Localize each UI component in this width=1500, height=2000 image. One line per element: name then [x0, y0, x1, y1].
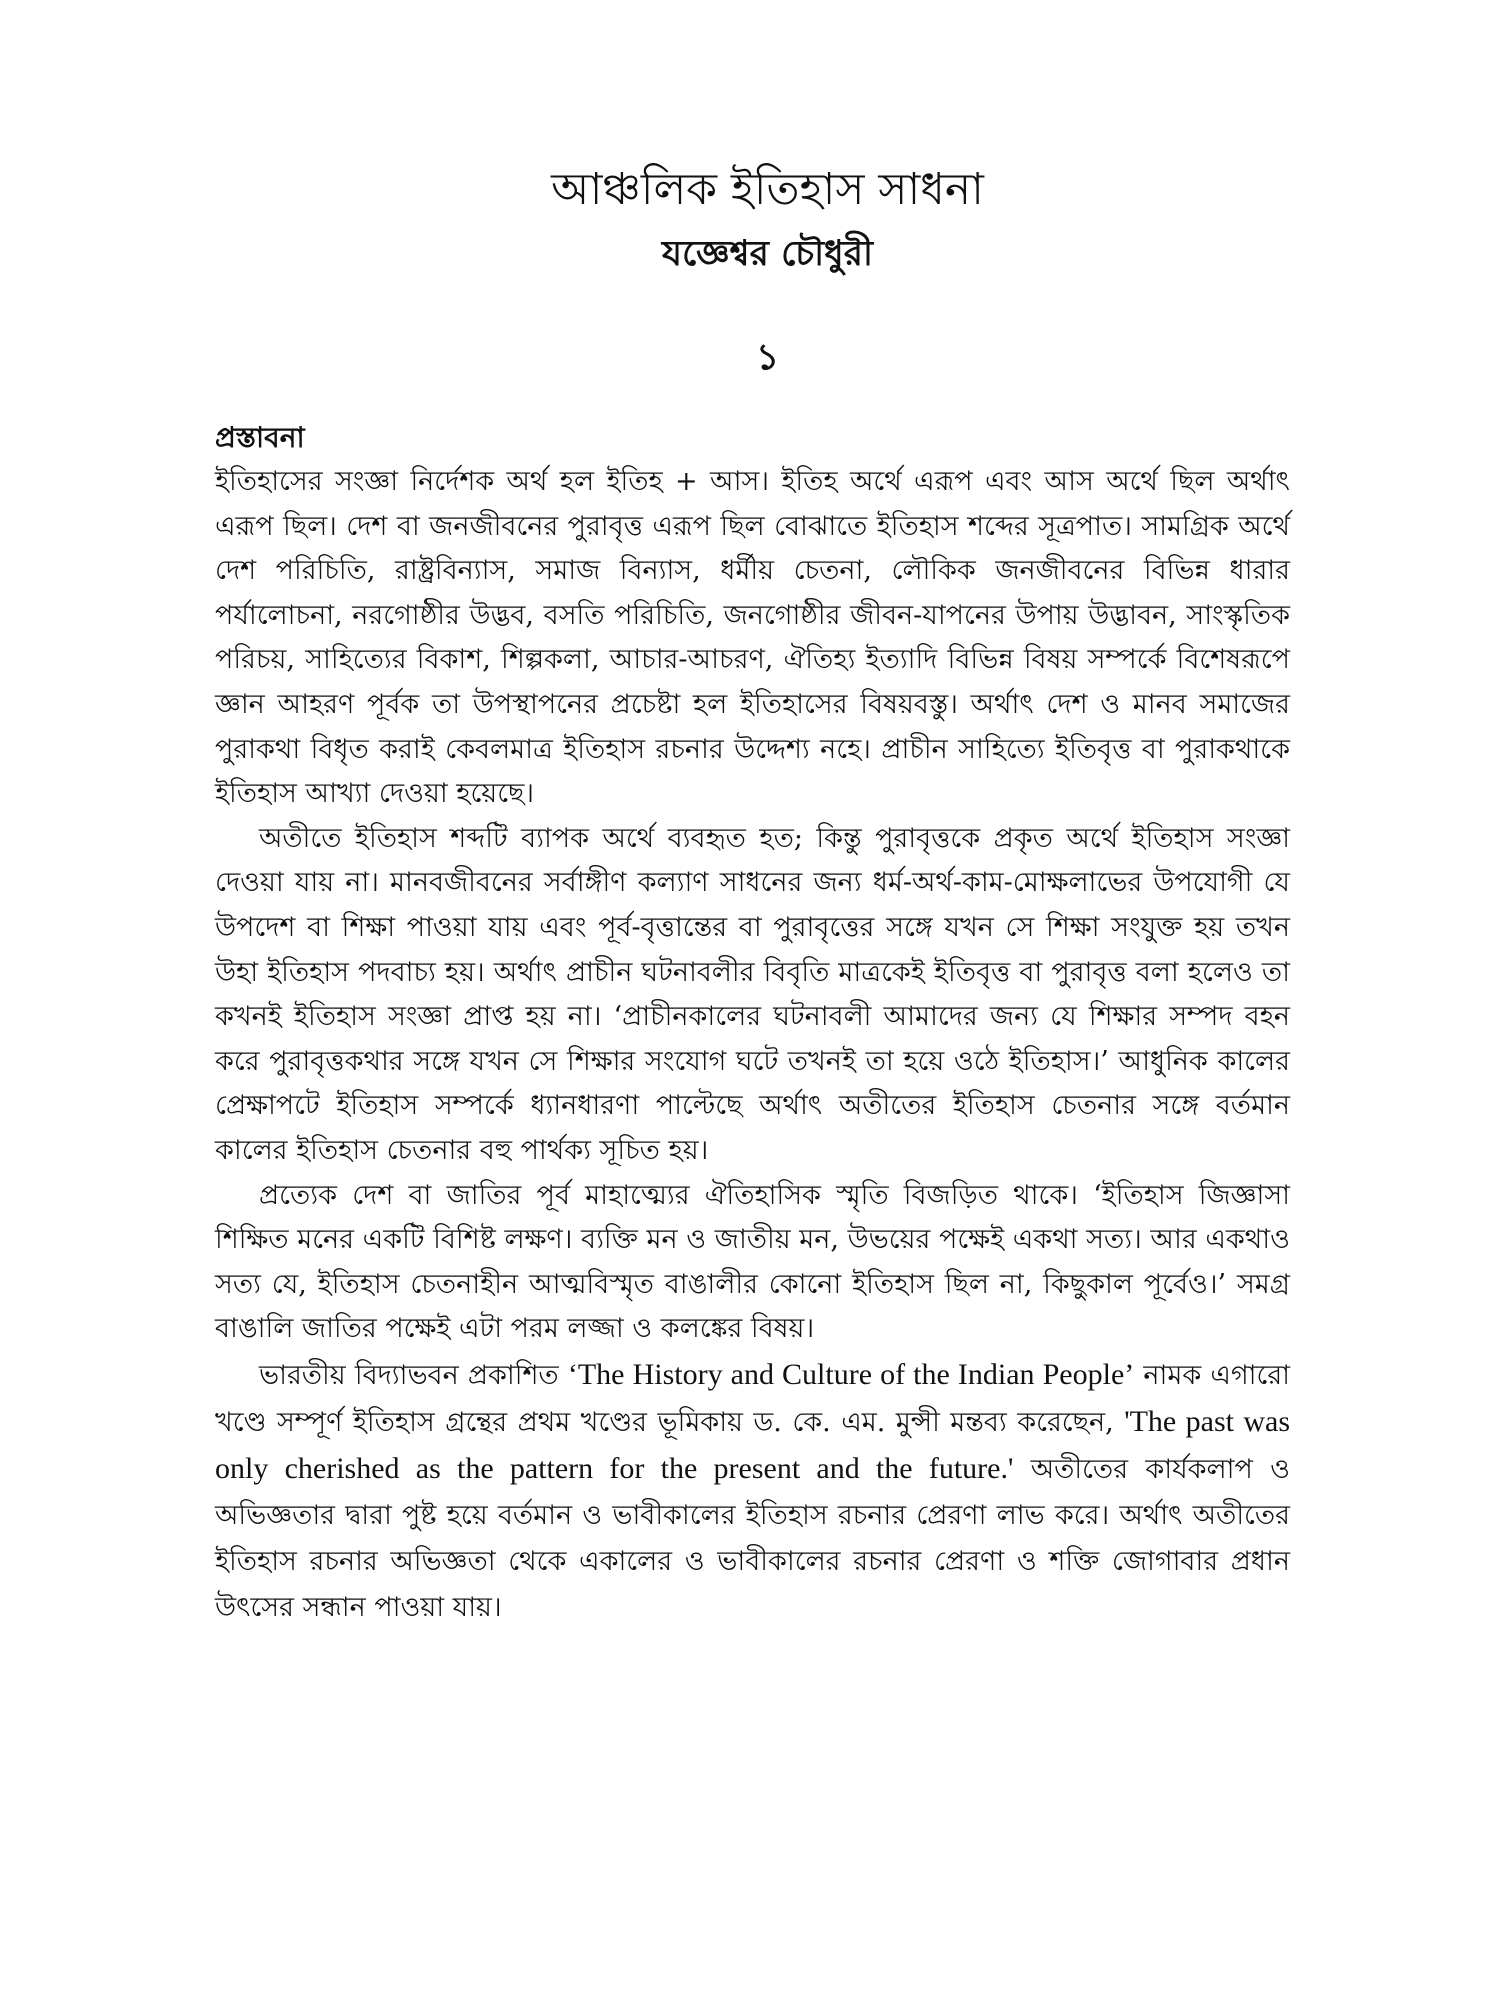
document-page — [215, 150, 1290, 1631]
paragraph-4 — [215, 1352, 1290, 1631]
munshi-quote: 'The past was only cherished as the pattern for the present and the future.' — [215, 1404, 1291, 1485]
section-heading: প্রস্তাবনা — [215, 421, 305, 454]
paragraph-1: ইতিহাসের সংজ্ঞা নির্দেশক অর্থ হল ইতিহ + আস। ইতিহ অর্থে এরূপ এবং আস অর্থে ছিল অর্থাৎ এরূপ ছিল। দেশ বা জনজীবনের পুরাবৃত্ত এরূপ ছিল বোঝাতে ইতিহাস শব্দের সূত্রপাত। সামগ্রিক অর্থে দেশ পরিচিতি, রাষ্ট্রবিন্যাস, সমাজ বিন্যাস, ধর্মীয় চেতনা, লৌকিক জনজীবনের বিভিন্ন ধারার পর্যালোচনা, নরগোষ্ঠীর উদ্ভব, বসতি পরিচিতি, জনগোষ্ঠীর জীবন-যাপনের উপায় উদ্ভাবন, সাংস্কৃতিক পরিচয়, সাহিত্যের বিকাশ, শিল্পকলা, আচার-আচরণ, ঐতিহ্য ইত্যাদি বিভিন্ন বিষয় সম্পর্কে বিশেষরূপে জ্ঞান আহরণ পূর্বক তা উপস্থাপনের প্রচেষ্টা হল ইতিহাসের বিষয়বস্তু। অর্থাৎ দেশ ও মানব সমাজের পুরাকথা বিধৃত করাই কেবলমাত্র ইতিহাস রচনার উদ্দেশ্য নহে। প্রাচীন সাহিত্যে ইতিবৃত্ত বা পুরাকথাকে ইতিহাস আখ্যা দেওয়া হয়েছে। — [215, 466, 1290, 810]
chapter-number: ১ — [755, 336, 780, 378]
paragraph-4-text-2: নামক এগারো খণ্ডে সম্পূর্ণ ইতিহাস গ্রন্থের প্রথম খণ্ডের ভূমিকায় ড. কে. এম. মুন্সী মন্তব্য করেছেন, — [215, 1359, 1291, 1438]
paragraph-4-text-3: অতীতের কার্যকলাপ ও অভিজ্ঞতার দ্বারা পুষ্ট হয়ে বর্তমান ও ভাবীকালের ইতিহাস রচনার প্রেরণা লাভ করে। অর্থাৎ অতীতের ইতিহাস রচনার অভিজ্ঞতা থেকে একালের ও ভাবীকালের রচনার প্রেরণা ও শক্তি জোগাবার প্রধান উৎসের সন্ধান পাওয়া যায়। — [215, 1453, 1290, 1623]
book-title-quote: ‘The History and Culture of the Indian People’ — [567, 1357, 1135, 1391]
paragraph-4-text-1: ভারতীয় বিদ্যাভবন প্রকাশিত — [259, 1359, 568, 1391]
document-title: আঞ্চলিক ইতিহাস সাধনা — [551, 164, 984, 215]
author-name: যজ্ঞেশ্বর চৌধুরী — [661, 233, 874, 274]
paragraph-3: প্রত্যেক দেশ বা জাতির পূর্ব মাহাত্ম্যের ঐতিহাসিক স্মৃতি বিজড়িত থাকে। ‘ইতিহাস জিজ্ঞাসা শিক্ষিত মনের একটি বিশিষ্ট লক্ষণ। ব্যক্তি মন ও জাতীয় মন, উভয়ের পক্ষেই একথা সত্য। আর একথাও সত্য যে, ইতিহাস চেতনাহীন আত্মবিস্মৃত বাঙালীর কোনো ইতিহাস ছিল না, কিছুকাল পূর্বেও।’ সমগ্র বাঙালি জাতির পক্ষেই এটা পরম লজ্জা ও কলঙ্কের বিষয়। — [215, 1179, 1290, 1345]
paragraph-2: অতীতে ইতিহাস শব্দটি ব্যাপক অর্থে ব্যবহৃত হত; কিন্তু পুরাবৃত্তকে প্রকৃত অর্থে ইতিহাস সংজ্ঞা দেওয়া যায় না। মানবজীবনের সর্বাঙ্গীণ কল্যাণ সাধনের জন্য ধর্ম-অর্থ-কাম-মোক্ষলাভের উপযোগী যে উপদেশ বা শিক্ষা পাওয়া যায় এবং পূর্ব-বৃত্তান্তের বা পুরাবৃত্তের সঙ্গে যখন সে শিক্ষা সংযুক্ত হয় তখন উহা ইতিহাস পদবাচ্য হয়। অর্থাৎ প্রাচীন ঘটনাবলীর বিবৃতি মাত্রকেই ইতিবৃত্ত বা পুরাবৃত্ত বলা হলেও তা কখনই ইতিহাস সংজ্ঞা প্রাপ্ত হয় না। ‘প্রাচীনকালের ঘটনাবলী আমাদের জন্য যে শিক্ষার সম্পদ বহন করে পুরাবৃত্তকথার সঙ্গে যখন সে শিক্ষার সংযোগ ঘটে তখনই তা হয়ে ওঠে ইতিহাস।’ আধুনিক কালের প্রেক্ষাপটে ইতিহাস সম্পর্কে ধ্যানধারণা পাল্টেছে অর্থাৎ অতীতের ইতিহাস চেতনার সঙ্গে বর্তমান কালের ইতিহাস চেতনার বহু পার্থক্য সূচিত হয়। — [215, 822, 1290, 1166]
